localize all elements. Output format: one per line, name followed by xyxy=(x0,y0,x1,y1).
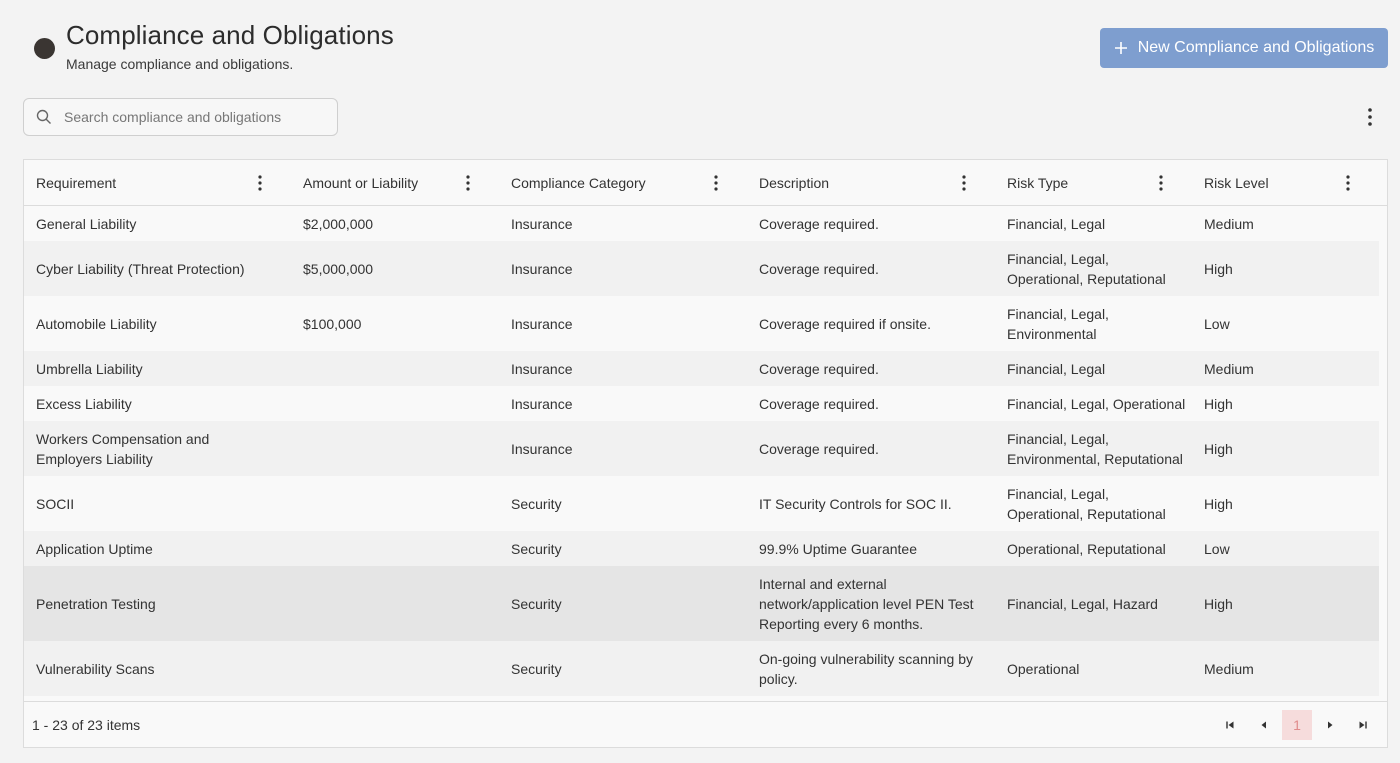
cell-category: Insurance xyxy=(511,360,573,377)
cell-category: Security xyxy=(511,495,562,512)
cell-risk-level: Low xyxy=(1204,315,1230,332)
previous-page-icon xyxy=(1259,720,1269,730)
table-row[interactable] xyxy=(24,531,1379,566)
cell-category: Insurance xyxy=(511,260,573,277)
cell-risk-type: Financial, Legal xyxy=(1007,215,1106,232)
cell-risk-level: High xyxy=(1204,495,1233,512)
last-page-icon xyxy=(1358,720,1368,730)
cell-amount xyxy=(303,476,483,531)
column-header-risk-type[interactable]: Risk Type xyxy=(1007,175,1069,191)
column-header-amount[interactable]: Amount or Liability xyxy=(303,175,419,191)
cell-risk-type: Financial, Legal, Operational, Reputational xyxy=(1007,250,1166,287)
cell-requirement: Vulnerability Scans xyxy=(36,660,155,677)
table-row[interactable] xyxy=(24,351,1379,386)
table-row[interactable] xyxy=(24,421,1379,476)
cell-requirement: Excess Liability xyxy=(36,395,132,412)
cell-amount xyxy=(303,386,483,421)
cell-risk-type: Financial, Legal, Hazard xyxy=(1007,595,1158,612)
column-menu-icon[interactable] xyxy=(1156,173,1166,193)
new-compliance-button-label: New Compliance and Obligations xyxy=(1137,39,1375,56)
cell-description: IT Security Controls for SOC II. xyxy=(759,495,952,512)
next-page-icon xyxy=(1325,720,1335,730)
cell-risk-type: Financial, Legal, Operational xyxy=(1007,395,1186,412)
cell-risk-level: Medium xyxy=(1204,215,1254,232)
table-row[interactable] xyxy=(24,566,1379,641)
cell-amount xyxy=(303,531,483,566)
page-number-button[interactable]: 1 xyxy=(1282,710,1312,740)
cell-requirement: Automobile Liability xyxy=(36,315,157,332)
table-row[interactable] xyxy=(24,296,1379,351)
cell-risk-type: Operational, Reputational xyxy=(1007,540,1166,557)
cell-risk-level: High xyxy=(1204,440,1233,457)
more-options-icon[interactable] xyxy=(1362,106,1378,128)
cell-requirement: General Liability xyxy=(36,215,137,232)
cell-risk-level: High xyxy=(1204,395,1233,412)
table-row[interactable] xyxy=(24,206,1379,241)
cell-risk-level: High xyxy=(1204,260,1233,277)
column-menu-icon[interactable] xyxy=(255,173,265,193)
column-header-category[interactable]: Compliance Category xyxy=(511,175,646,191)
previous-page-button[interactable] xyxy=(1250,711,1278,739)
table-row[interactable] xyxy=(24,641,1379,696)
cell-description: 99.9% Uptime Guarantee xyxy=(759,540,917,557)
table-row[interactable] xyxy=(24,476,1379,531)
cell-amount: $100,000 xyxy=(303,315,362,332)
cell-requirement: SOCII xyxy=(36,495,75,512)
cell-description: On-going vulnerability scanning by policy. xyxy=(759,650,974,687)
page-title: Compliance and Obligations xyxy=(66,20,394,50)
cell-description: Coverage required. xyxy=(759,260,879,277)
cell-amount xyxy=(303,351,483,386)
first-page-icon xyxy=(1225,720,1235,730)
search-icon xyxy=(36,109,52,125)
cell-category: Insurance xyxy=(511,215,573,232)
column-header-requirement[interactable]: Requirement xyxy=(36,175,117,191)
table-row[interactable] xyxy=(24,241,1379,296)
cell-risk-type: Financial, Legal xyxy=(1007,360,1106,377)
cell-requirement: Umbrella Liability xyxy=(36,360,143,377)
plus-icon xyxy=(1114,41,1128,55)
cell-description: Internal and external network/application level PEN Test Reporting every 6 months. xyxy=(759,575,974,632)
cell-risk-level: High xyxy=(1204,595,1233,612)
next-page-button[interactable] xyxy=(1316,711,1344,739)
column-header-risk-level[interactable]: Risk Level xyxy=(1204,175,1269,191)
cell-risk-type: Operational xyxy=(1007,660,1080,677)
cell-risk-level: Low xyxy=(1204,540,1230,557)
cell-description: Coverage required. xyxy=(759,360,879,377)
cell-category: Security xyxy=(511,595,562,612)
last-page-button[interactable] xyxy=(1349,711,1377,739)
cell-risk-type: Financial, Legal, Operational, Reputational xyxy=(1007,485,1166,522)
cell-requirement: Workers Compensation and Employers Liability xyxy=(36,430,210,467)
column-menu-icon[interactable] xyxy=(711,173,721,193)
cell-requirement: Cyber Liability (Threat Protection) xyxy=(36,260,245,277)
cell-risk-level: Medium xyxy=(1204,660,1254,677)
column-header-description[interactable]: Description xyxy=(759,175,830,191)
search-box xyxy=(23,98,338,136)
column-menu-icon[interactable] xyxy=(959,173,969,193)
pager-info: 1 - 23 of 23 items xyxy=(32,717,141,733)
cell-category: Insurance xyxy=(511,440,573,457)
cell-amount xyxy=(303,566,483,641)
cell-category: Insurance xyxy=(511,315,573,332)
cell-description: Coverage required. xyxy=(759,440,879,457)
grid-header xyxy=(24,160,1387,206)
cell-requirement: Application Uptime xyxy=(36,540,153,557)
cell-description: Coverage required. xyxy=(759,395,879,412)
cell-category: Security xyxy=(511,540,562,557)
cell-amount: $5,000,000 xyxy=(303,260,374,277)
compliance-grid xyxy=(23,159,1388,748)
cell-amount: $2,000,000 xyxy=(303,215,374,232)
column-menu-icon[interactable] xyxy=(1343,173,1353,193)
cell-risk-type: Financial, Legal, Environmental, Reputational xyxy=(1007,430,1183,467)
search-input[interactable] xyxy=(64,109,314,125)
cell-requirement: Penetration Testing xyxy=(36,595,156,612)
new-compliance-button[interactable] xyxy=(1100,28,1388,68)
page-subtitle: Manage compliance and obligations. xyxy=(66,56,294,72)
first-page-button[interactable] xyxy=(1216,711,1244,739)
cell-amount xyxy=(303,641,483,696)
cell-risk-type: Financial, Legal, Environmental xyxy=(1007,305,1109,342)
cell-amount xyxy=(303,421,483,476)
cell-category: Insurance xyxy=(511,395,573,412)
cell-description: Coverage required if onsite. xyxy=(759,315,931,332)
cell-description: Coverage required. xyxy=(759,215,879,232)
column-menu-icon[interactable] xyxy=(463,173,473,193)
table-row[interactable] xyxy=(24,386,1379,421)
app-logo-dot xyxy=(34,38,55,59)
cell-category: Security xyxy=(511,660,562,677)
grid-pager xyxy=(24,701,1387,748)
cell-risk-level: Medium xyxy=(1204,360,1254,377)
